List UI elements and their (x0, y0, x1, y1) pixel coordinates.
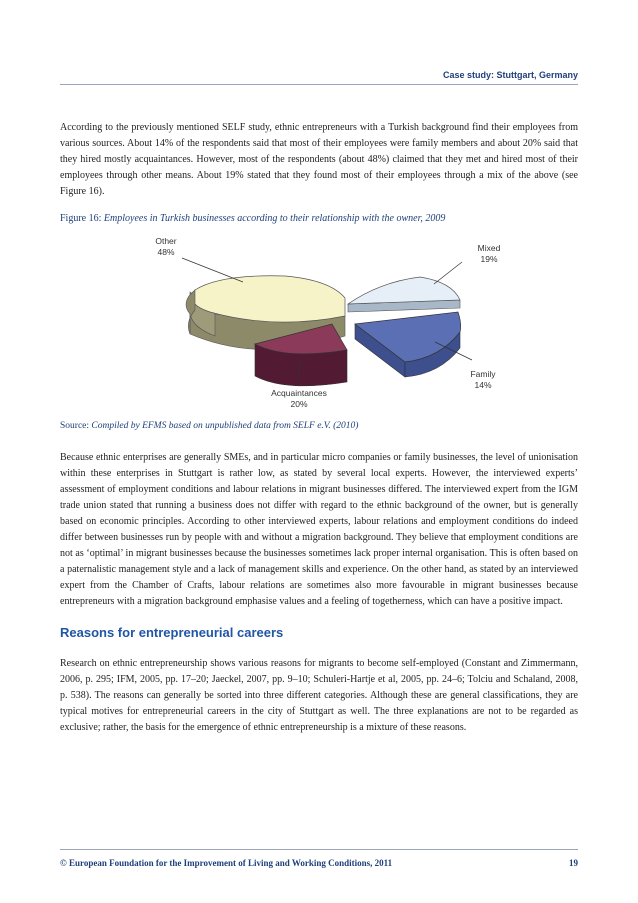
leader-mixed (434, 262, 462, 284)
figure-source (60, 421, 358, 431)
label-other: Other (155, 236, 177, 246)
label-family: Family (470, 369, 496, 379)
label-mixed: Mixed (477, 243, 501, 253)
section-heading: Reasons for entrepreneurial careers (60, 625, 284, 640)
intro-paragraph: According to the previously mentioned SELF study, ethnic entrepreneurs with a Turkish background find their employees from various sources. About 14% of the respondents said that most of their employees were family members and about 20% said that they hired mostly acquaintances. However, most of the respondents (about 48%) claimed that they met and hired most of their employees through other means. About 19% stated that they found most of their employees through a mix of the above (see Figure 16). (60, 122, 578, 197)
pie-chart-svg (60, 232, 578, 412)
section-paragraph: Research on ethnic entrepreneurship shows various reasons for migrants to become self-employed (Constant and Zimmermann, 2006, p. 295; IFM, 2005, pp. 17–20; Jaeckel, 2007, pp. 9–10; Schuleri-Hartje et al, 2005, pp. 24–6; Tolciu and Schaland, 2008, p. 538). The reasons can generally be sorted into three different categories. Although these are general classifications, they are typical motives for entrepreneurial careers in the city of Stuttgart as well. The three explanations are not to be regarded as exclusive; rather, the basis for the emergence of ethnic entrepreneurship is a mixture of these reasons. (60, 658, 578, 733)
label-acquaintances-value: 20% (290, 399, 308, 409)
source-text: Compiled by EFMS based on unpublished data from SELF e.V. (2010) (91, 421, 359, 431)
figure-title: Employees in Turkish businesses according to their relationship with the owner, 2009 (103, 213, 446, 224)
figure-label: Figure 16: (60, 213, 102, 224)
label-mixed-value: 19% (480, 254, 498, 264)
body-paragraph-2: Because ethnic enterprises are generally SMEs, and in particular micro companies or family businesses, the level of unionisation within these enterprises in Stuttgart is rather low, as stated by several local experts. However, the interviewed experts’ assessment of employment conditions and labour relations in migrant businesses differed. The interviewed expert from the IGM trade union stated that running a business does not differ with regard to the ethnic background of the owner, but is generally based on economic principles. According to other interviewed experts, labour relations and employment conditions do indeed differ between businesses run by people with and without a migration background. They believe that employment conditions are not as ‘optimal’ in migrant businesses because the businesses sometimes lack proper internal organisation. This is often based on a paternalistic management style and a lack of management skills and experience. On the other hand, as stated by an interviewed expert from the Chamber of Crafts, labour relations are sometimes also more favourable in migrant businesses because entrepreneurs with a migration background emphasise values and a feeling of togetherness, which can have a positive impact. (60, 452, 578, 607)
running-header: Case study: Stuttgart, Germany (442, 70, 578, 80)
label-acquaintances: Acquaintances (271, 388, 327, 398)
label-family-value: 14% (474, 380, 492, 390)
header-divider (60, 84, 578, 85)
footer-copyright: © European Foundation for the Improvement of Living and Working Conditions, 2011 (60, 858, 393, 868)
leader-other (182, 258, 243, 282)
source-label: Source: (60, 421, 90, 431)
label-other-value: 48% (157, 247, 175, 257)
footer-divider (60, 849, 578, 850)
slice-mixed (348, 277, 460, 304)
pie-chart (60, 232, 578, 412)
page-footer (60, 858, 578, 868)
page-number: 19 (569, 858, 578, 868)
figure-caption (60, 212, 578, 226)
